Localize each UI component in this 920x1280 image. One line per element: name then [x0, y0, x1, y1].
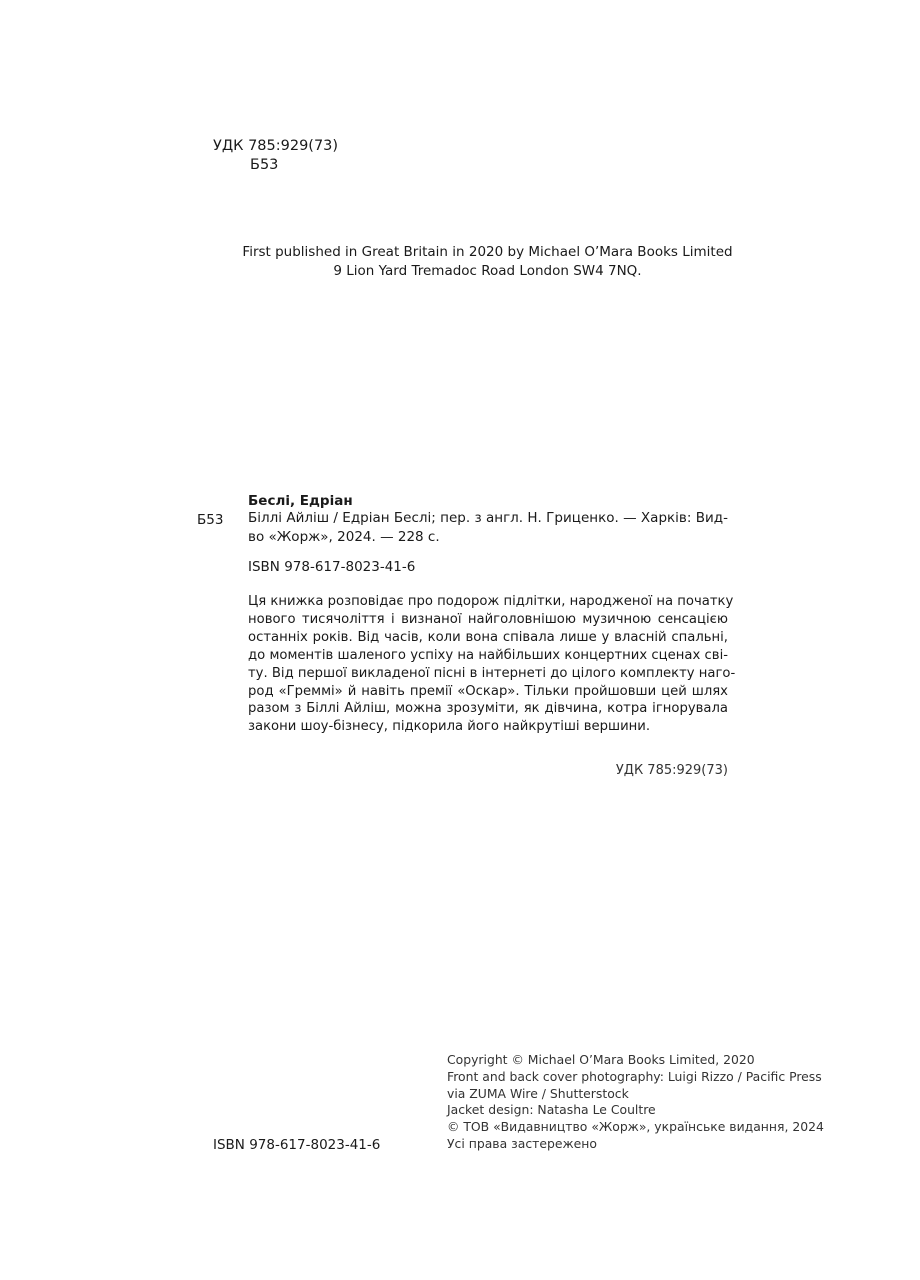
catalog-author: Беслі, Едріан [248, 493, 353, 509]
description-line: нового тисячоліття і визнаної найголовнішою музичною сенсацією [248, 611, 728, 627]
publisher-address-line: 9 Lion Yard Tremadoc Road London SW4 7NQ. [333, 263, 642, 279]
description-line: ту. Від першої викладеної пісні в інтернеті до цілого комплекту наго- [248, 665, 736, 681]
copyright-line: Copyright © Michael O’Mara Books Limited, 2020 [447, 1052, 755, 1067]
description-line: закони шоу-бізнесу, підкорила його найкрутіші вершини. [248, 719, 651, 735]
description-line: останніх років. Від часів, коли вона співала лише у власній спальні, [248, 629, 728, 645]
description-line: род «Греммі» й навіть премії «Оскар». Тільки пройшовши цей шлях [248, 683, 728, 699]
first-published-line: First published in Great Britain in 2020 by Michael O’Mara Books Limited [242, 244, 733, 260]
catalog-author-code: Б53 [197, 512, 224, 528]
first-published-notice [240, 243, 735, 281]
author-code-top: Б53 [250, 157, 279, 173]
copyright-line: Front and back cover photography: Luigi Rizzo / Pacific Press [447, 1068, 822, 1084]
description-line: разом з Біллі Айліш, можна зрозуміти, як дівчина, котра ігнорувала [248, 701, 728, 717]
book-description [248, 593, 736, 736]
description-line: Ця книжка розповідає про подорож підлітки, народженої на початку [248, 594, 734, 609]
description-line: до моментів шаленого успіху на найбільших концертних сценах сві- [248, 647, 728, 663]
udk-classification-card: УДК 785:929(73) [615, 763, 728, 778]
copyright-line: via ZUMA Wire / Shutterstock [447, 1085, 629, 1101]
bibliographic-line: Біллі Айліш / Едріан Беслі; пер. з англ. Н. Гриценко. — Харків: Вид- [248, 510, 728, 526]
bibliographic-line: во «Жорж», 2024. — 228 с. [248, 528, 440, 545]
bibliographic-entry [248, 509, 728, 546]
udk-classification-top: УДК 785:929(73) [213, 138, 339, 154]
copyright-line: Jacket design: Natasha Le Coultre [447, 1102, 656, 1118]
catalog-isbn: ISBN 978-617-8023-41-6 [248, 559, 416, 575]
footer-isbn: ISBN 978-617-8023-41-6 [213, 1137, 381, 1153]
copyright-block [447, 1052, 824, 1153]
copyright-line: © ТОВ «Видавництво «Жорж», українське видання, 2024 [447, 1119, 824, 1135]
copyright-line: Усі права застережено [447, 1135, 597, 1151]
